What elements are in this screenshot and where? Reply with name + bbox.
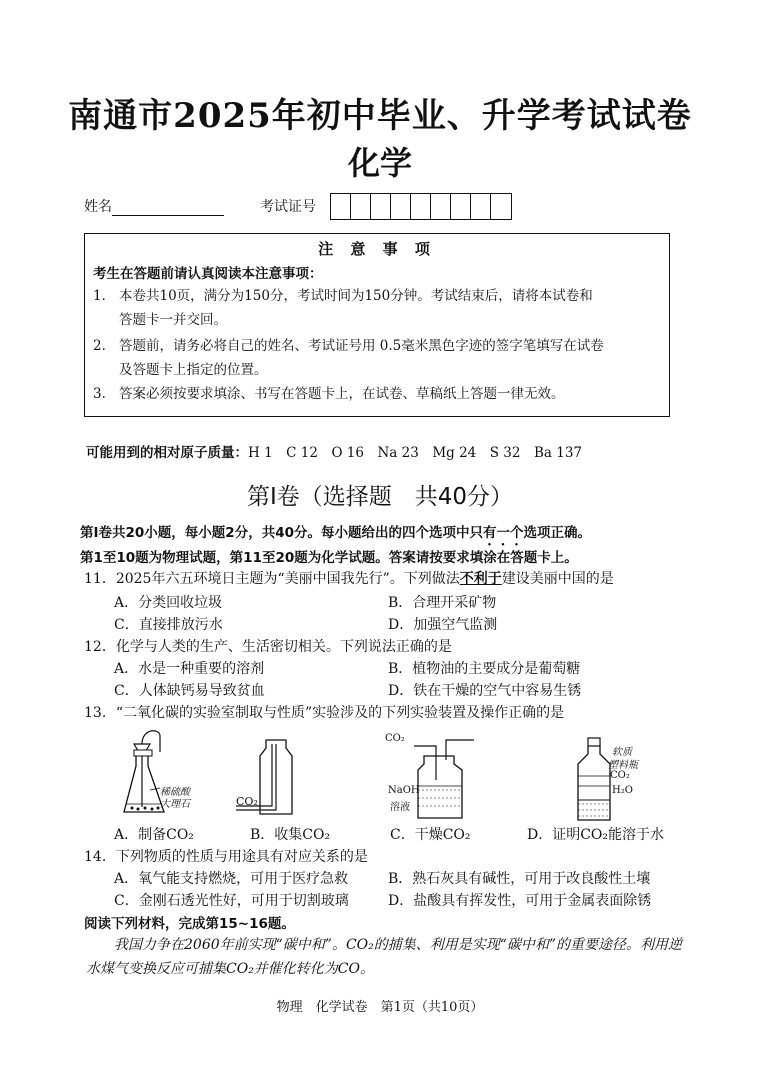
figure-c-label-naoh: NaOH bbox=[388, 785, 420, 796]
q13-option-c: C．干燥CO₂ bbox=[390, 827, 471, 843]
exam-title: 南通市2025年初中毕业、升学考试试卷 bbox=[68, 96, 692, 136]
q14-option-c: C．金刚石透光性好，可用于切割玻璃 bbox=[114, 893, 349, 909]
exam-id-label: 考试证号 bbox=[260, 199, 316, 215]
notice-item-3: 3． 答案必须按要求填涂、书写在答题卡上，在试卷、草稿纸上答题一律无效。 bbox=[93, 386, 565, 402]
q12-stem: 12．化学与人类的生产、生活密切相关。下列说法正确的是 bbox=[84, 639, 452, 655]
name-field[interactable] bbox=[84, 196, 224, 216]
figure-d-label-soft: 软质 bbox=[612, 747, 632, 758]
q13-stem: 13．“二氧化碳的实验室制取与性质”实验涉及的下列实验装置及操作正确的是 bbox=[84, 705, 565, 721]
atomic-masses: 可能用到的相对原子质量：H 1 C 12 O 16 Na 23 Mg 24 S 32 Ba 137 bbox=[86, 445, 582, 461]
figure-c-label-solution: 溶液 bbox=[390, 802, 410, 813]
figure-d-label-co2: CO₂ bbox=[610, 770, 630, 781]
figure-a-label-acid: 稀硫酸 bbox=[160, 787, 190, 798]
figure-b-label-co2: CO₂ bbox=[236, 795, 258, 808]
reading-heading: 阅读下列材料，完成第15~16题。 bbox=[84, 916, 295, 932]
q11-option-c: C．直接排放污水 bbox=[114, 617, 223, 633]
q11-stem: 11．2025年六五环境日主题为“美丽中国我先行”。下列做法不利于建设美丽中国的是 bbox=[84, 571, 614, 587]
q13-option-b: B．收集CO₂ bbox=[250, 827, 331, 843]
q13-option-d: D．证明CO₂能溶于水 bbox=[527, 827, 665, 843]
subject-title: 化学 bbox=[347, 144, 412, 182]
figure-a-label-marble: 大理石 bbox=[160, 799, 190, 810]
q12-option-b: B．植物油的主要成分是葡萄糖 bbox=[388, 661, 581, 677]
q12-option-d: D．铁在干燥的空气中容易生锈 bbox=[388, 683, 582, 699]
q12-option-a: A．水是一种重要的溶剂 bbox=[114, 661, 265, 677]
q14-option-d: D．盐酸具有挥发性，可用于金属表面除锈 bbox=[388, 893, 652, 909]
q11-option-b: B．合理开采矿物 bbox=[388, 595, 497, 611]
notice-item-2: 2． 答题前，请务必将自己的姓名、考试证号用 0.5毫米黑色字迹的签字笔填写在试卷 及答题卡上指定的位置。 bbox=[93, 338, 604, 378]
figure-c-label-co2: CO₂ bbox=[385, 733, 405, 744]
q13-option-a: A．制备CO₂ bbox=[114, 827, 194, 843]
name-label: 姓名 bbox=[84, 199, 112, 215]
notice-box bbox=[84, 233, 670, 417]
section-title: 第Ⅰ卷（选择题 共40分） bbox=[246, 484, 514, 510]
figure-b-apparatus bbox=[236, 736, 316, 822]
q14-option-a: A．氧气能支持燃烧，可用于医疗急救 bbox=[114, 871, 349, 887]
page-footer: 物理 化学试卷 第1页（共10页） bbox=[276, 1000, 484, 1015]
exam-id-boxes[interactable] bbox=[330, 193, 512, 220]
figure-d-label-plastic: 塑料瓶 bbox=[608, 760, 638, 771]
q14-stem: 14．下列物质的性质与用途具有对应关系的是 bbox=[84, 849, 368, 865]
q12-option-c: C．人体缺钙易导致贫血 bbox=[114, 683, 265, 699]
instruction-2: 第1至10题为物理试题，第11至20题为化学试题。答案请按要求填涂在答题卡上。 bbox=[80, 550, 578, 566]
q14-option-b: B．熟石灰具有碱性，可用于改良酸性土壤 bbox=[388, 871, 651, 887]
figure-d-label-water: H₂O bbox=[612, 785, 633, 796]
notice-item-1: 1． 本卷共10页，满分为150分，考试时间为150分钟。考试结束后，请将本试卷和 答题卡一并交回。 bbox=[93, 288, 593, 328]
name-blank[interactable] bbox=[112, 201, 224, 216]
q11-option-d: D．加强空气监测 bbox=[388, 617, 498, 633]
notice-heading: 注 意 事 项 bbox=[318, 240, 436, 258]
notice-intro: 考生在答题前请认真阅读本注意事项： bbox=[93, 266, 323, 282]
q11-option-a: A．分类回收垃圾 bbox=[114, 595, 223, 611]
reading-paragraph: 我国力争在2060年前实现“碳中和”。CO₂的捕集、利用是实现“碳中和”的重要途径。利用逆水煤气变换反应可捕集CO₂并催化转化为CO。 bbox=[86, 937, 683, 977]
instruction-1: 第Ⅰ卷共20小题，每小题2分，共40分。每小题给出的四个选项中只有一个选项正确。 bbox=[80, 525, 591, 541]
